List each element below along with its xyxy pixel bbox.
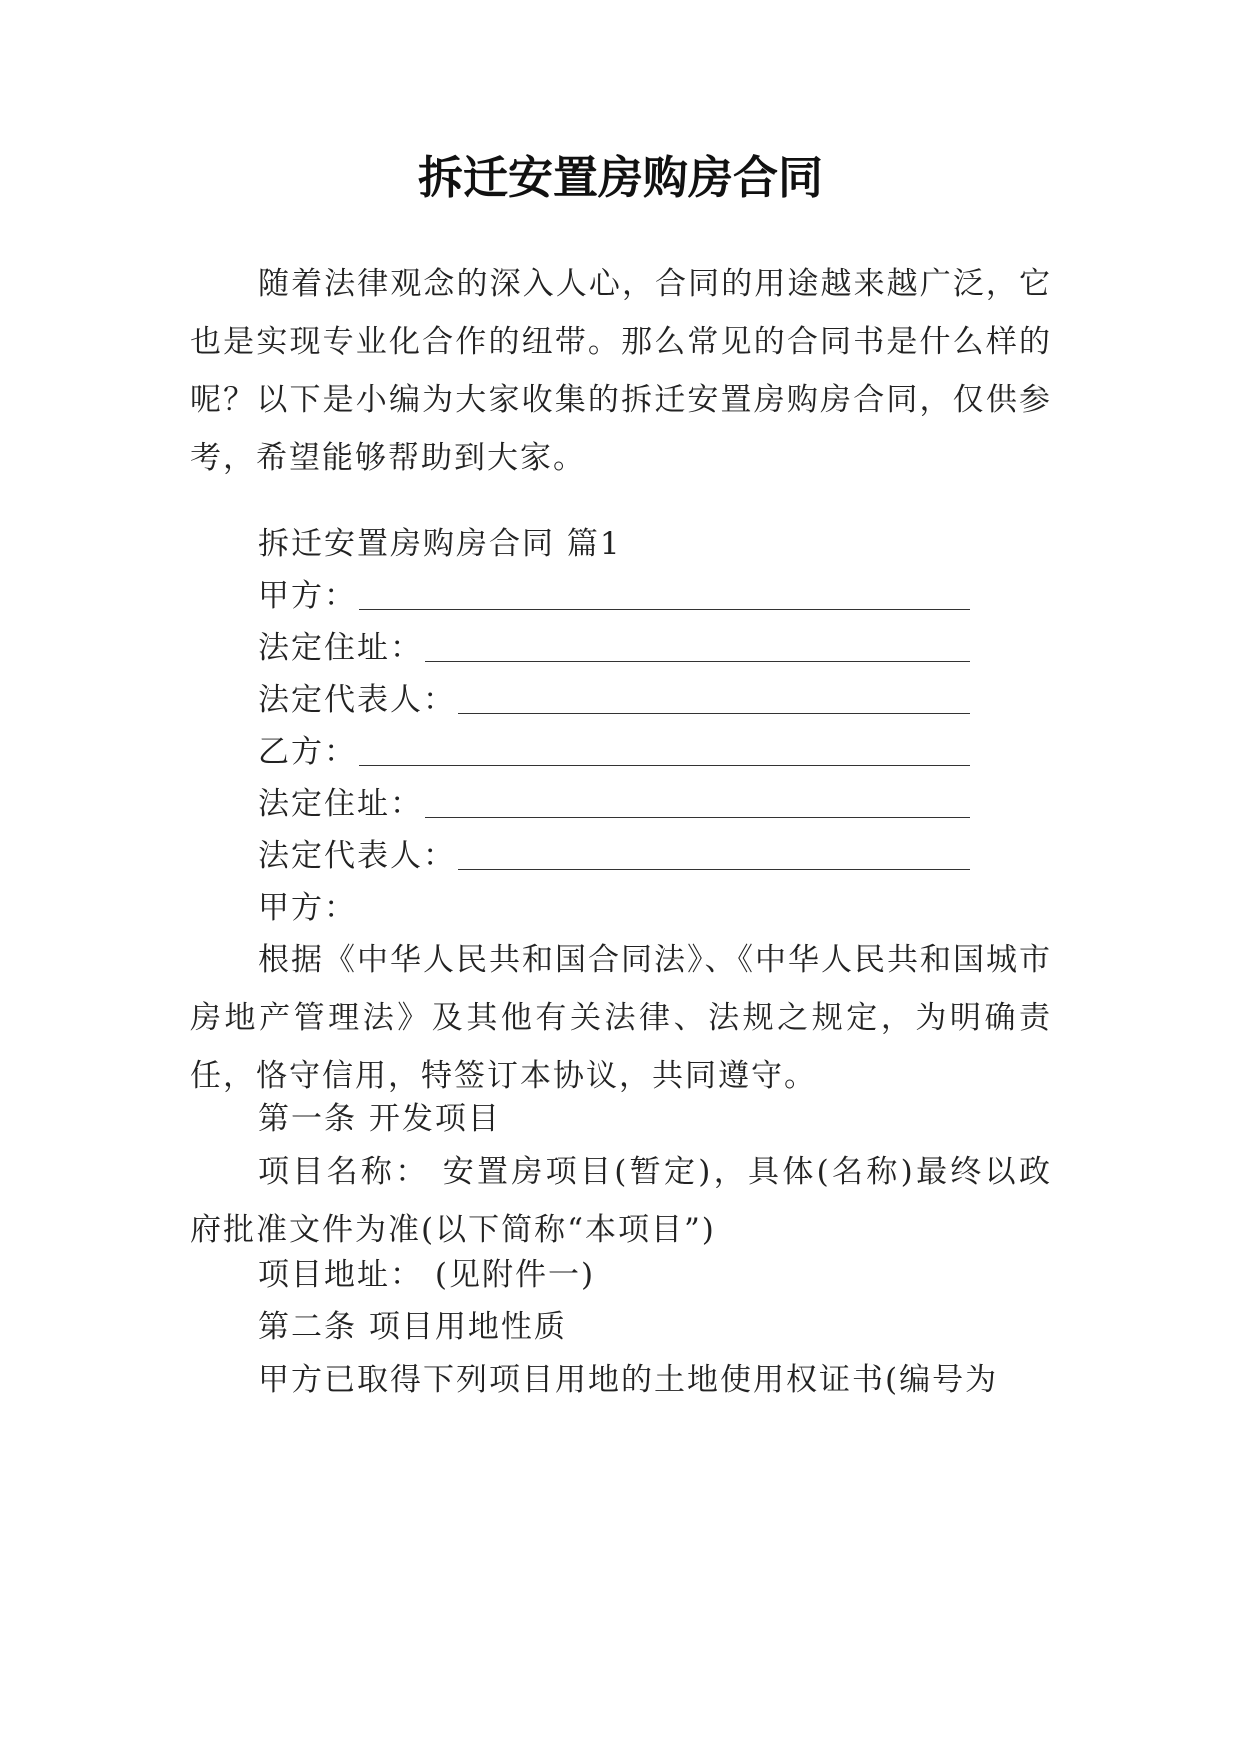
- party-a-representative-blank-line: [458, 689, 970, 714]
- party-a-address-blank-line: [425, 637, 970, 662]
- party-a-representative-field: [258, 680, 970, 720]
- land-use-paragraph: 甲方已取得下列项目用地的土地使用权证书(编号为: [258, 1362, 999, 1398]
- project-address-line: 项目地址： (见附件一): [258, 1257, 596, 1293]
- party-b-representative-field: [258, 836, 970, 876]
- party-b-address-blank-line: [425, 793, 970, 818]
- basis-paragraph: 根据《中华人民共和国合同法》、《中华人民共和国城市房地产管理法》及其他有关法律、法规之规定，为明确责任，恪守信用，特签订本协议，共同遵守。: [190, 942, 1052, 1094]
- project-name-paragraph: 项目名称： 安置房项目(暂定)，具体(名称)最终以政府批准文件为准(以下简称“本项目”): [190, 1154, 1052, 1248]
- party-a-representative-label: 法定代表人：: [258, 682, 456, 718]
- article-1-title: 第一条 开发项目: [258, 1101, 501, 1137]
- party-a-blank-line: [359, 585, 970, 610]
- party-b-representative-label: 法定代表人：: [258, 838, 456, 874]
- section-heading: 拆迁安置房购房合同 篇1: [258, 526, 622, 562]
- document-title: 拆迁安置房购房合同: [417, 151, 823, 204]
- intro-paragraph: 随着法律观念的深入人心，合同的用途越来越广泛，它也是实现专业化合作的纽带。那么常见的合同书是什么样的呢？以下是小编为大家收集的拆迁安置房购房合同，仅供参考，希望能够帮助到大家。: [190, 266, 1052, 476]
- party-a-label: 甲方：: [258, 578, 357, 614]
- party-b-blank-line: [359, 741, 970, 766]
- party-b-representative-blank-line: [458, 845, 970, 870]
- party-b-label: 乙方：: [258, 734, 357, 770]
- article-2-title: 第二条 项目用地性质: [258, 1309, 567, 1345]
- party-a-field: [258, 576, 970, 616]
- party-b-address-label: 法定住址：: [258, 786, 423, 822]
- party-a-address-label: 法定住址：: [258, 630, 423, 666]
- party-b-address-field: [258, 784, 970, 824]
- party-b-field: [258, 732, 970, 772]
- party-a-line: 甲方：: [258, 890, 357, 926]
- party-a-address-field: [258, 628, 970, 668]
